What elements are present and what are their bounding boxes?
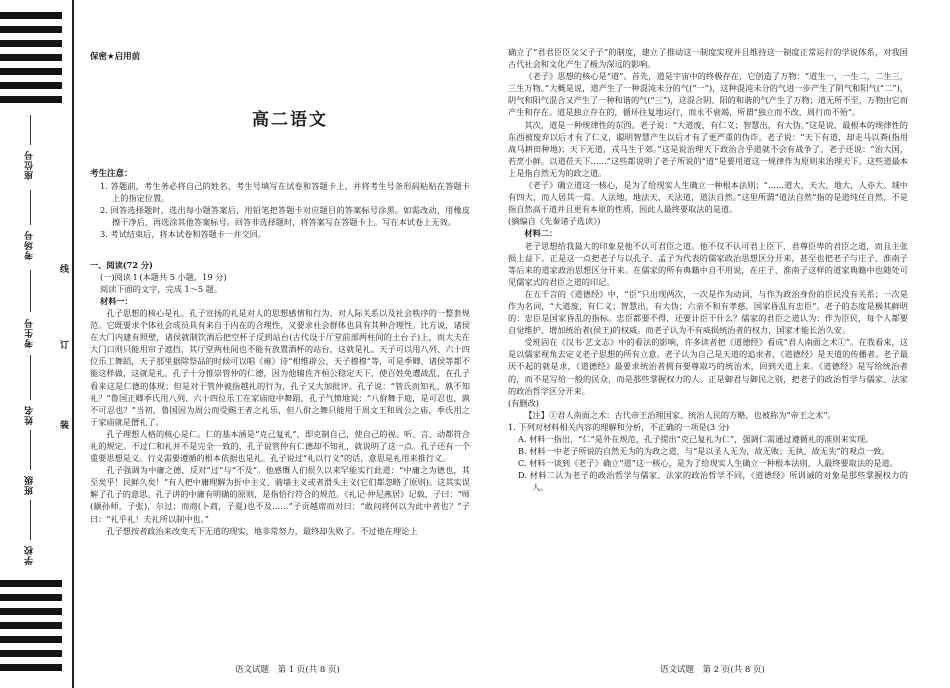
binding-stripe [0, 68, 62, 75]
seal-bind-char: 订 [60, 341, 70, 351]
subsection-heading: (一)阅读 I (本题共 5 小题，19 分) [100, 271, 227, 282]
fill-line [30, 430, 31, 470]
page-footer: 语文试题 第 1 页(共 8 页) [235, 665, 340, 675]
binding-stripe [0, 26, 62, 33]
binding-stripe [0, 608, 62, 615]
option-a: A. 材料一指出，“仁”是外在规范，孔子提出“克己复礼为仁”，强调仁需通过遵循礼的准则来实现。 [518, 434, 874, 444]
fill-line [30, 190, 31, 225]
paragraph: 老子思想给我最大的印象是他不认可君臣之道。他不仅不认可君上臣下、君尊臣卑的君臣之道，而且主张损上益下。正是这一点把老子与以孔子、孟子为代表的儒家政治思想区分开来，甚至也把老子与庄子、淮南子等后来的道家政治思想区分开来。在儒家的所有典籍中自不用说，在庄子、淮南子这样的道家典籍中也随处可见儒家式的君臣之道的印记。 [508, 240, 908, 287]
paragraph: 孔子理想人格的核心是仁。仁的基本涵是“克己复礼”，即克制自己，使自己的视、听、言、动都符合礼的规定。不过仁和礼并不是完全一致的，孔子说管仲有仁德却不知礼，就说明了这一点。孔子还有一个重要思想是义。行义需要遵循的根本依据也是礼。孔子说过“礼以行义”的话，意思是礼用来推行义。 [90, 428, 470, 464]
paragraph: 确立了“君君臣臣父父子子”的制度，建立了推动这一制度实现并且维持这一制度正常运行的学说体系，对我国古代社会和文化产生了极为深远的影响。 [508, 47, 908, 70]
fill-line [30, 270, 31, 312]
paragraph: 孔子思想的核心是礼。孔子宣扬的礼是对人的思想感情和行为、对人际关系以及社会秩序的一整套规范。它既要求个体社会成员具有来自于内在的合理性，又要求社会群体也具有其种合理性。比方说，诸侯在大门内建有照壁，诸侯就制饮酒后把空杯子反到站台(古代设于厅堂前部两柱间的土台子)上，而大夫在大门口则只能用帘子遮挡，其厅堂两柱间也不能有放置酒杯的站台，这就是礼。天子可以用八列、六十四位乐工舞蹈，天子那里据除祭品的时候可以唱《雍》诗“相维辟公，天子穆穆”等，可是季卿、诸侯等都不能这样做，这就是礼。孔子十分推崇管仲的仁德，因为他辅佐齐桓公稳定天下，使百姓免遭战乱，在孔子看来这是仁德的体现；但是对于管仲被指越礼的行为，孔子又大加批评。孔子说：“管氏而知礼，孰不知礼？”鲁国正卿季氏用八列、六十四位乐工在家庙庭中舞蹈，孔子气愤地说：“八佾舞于庭，是可忍也，孰不可忍也？”当初，鲁国因为周公而受赐王者之礼乐，但八佾之舞只能用于周文王和周公之庙，季氏用之于家庙就是僭礼了。 [90, 307, 470, 427]
binding-stripe [0, 96, 62, 103]
page-footer: 语文试题 第 2 页(共 8 页) [660, 665, 765, 675]
binding-stripe [0, 650, 62, 657]
binding-stripe [0, 664, 62, 671]
paragraph: 其次，道是一种规律性的东西。老子说：“大道废，有仁义；智慧出，有大伪。”这是说，最根本的规律性的东西被废弃以后才有了仁义，聪明智慧产生以后才有了更严重的伪诈。老子说：“天下有道，却走马以粪(指用战马耕田种地)；天下无道，戎马生于郊。”这是说治理天下政治合乎道就不会有战争了。老子还说：“治大国，若烹小鲜。以道莅天下……”这些都说明了老子所说的“道”是要用道这一规律作为原则来治理天下。这些道最本上是指自然无为的政之道。 [508, 119, 908, 178]
right-column [508, 46, 908, 493]
confidential-mark: 保密★启用前 [90, 52, 141, 62]
notice-item: 1. 答题前，考生务必将自己的姓名、考生号填写在试卷和答题卡上，并将考生号条形码粘贴在答题卡上的指定位置。 [100, 181, 470, 204]
binding-stripe [0, 636, 62, 643]
left-column [90, 168, 470, 537]
instruction: 阅读下面的文字，完成 1～5 题。 [100, 283, 223, 294]
question-stem: 1. 下列对材料相关内容的理解和分析，不正确的一项是(3 分) [508, 421, 730, 432]
notice-item: 3. 考试结束后，将本试卷和答题卡一并交回。 [100, 229, 266, 240]
fill-line [30, 500, 31, 540]
binding-stripe [0, 40, 62, 47]
source-citation: (有删改) [508, 397, 539, 408]
footnote: 【注】①君人南面之术：古代帝王治理国家、统治人民的方略，也被称为“帝王之术”。 [524, 409, 836, 420]
class-label: 班级 [25, 475, 35, 495]
source-citation: (摘编自《先秦诸子选读》) [508, 216, 601, 227]
binding-line [72, 0, 74, 688]
seal-pack-char: 装 [60, 421, 70, 431]
paragraph: 《老子》思想的核心是“道”。首先，道是宇宙中的终极存在，它创造了万物：“道生一，一生二，二生三，三生万物。”大概是说，道产生了一种混沌未分的气(“一”)，这种混沌未分的气进一步产生了阴气和阳气(“二”)，阴气和阳气混合又产生了一种和谐的气(“三”)，这混合阴、阳的和谐的气产生了万物；道无所不至，万物由它而产生和存在。道是独立存在的，循环往复地运行，而永不衰竭，所谓“独立而不改，周行而不殆”。 [508, 71, 908, 118]
binding-stripe [0, 82, 62, 89]
paragraph: 孔子想按者政治来改变天下无道的现实，地非常努力，最终却失败了。不过他在理论上 [106, 525, 418, 536]
material-one-heading: 材料一： [100, 295, 133, 306]
material-two-heading: 材料二： [524, 228, 558, 239]
binding-stripe [0, 594, 62, 601]
binding-stripe [0, 54, 62, 61]
page-title: 高二语文 [252, 110, 328, 130]
paragraph: 孔子强调为中庸之德，反对“过”与“不及”。他感慨人们很久以来罕能实行此道：“中庸之为德也，其至矣乎！民鲜久矣！”有人把中庸理解为折中主义、骑墙主义或者滑头主义(它们都忽略了原则)。这其实误解了孔子的意思。孔子讲的中庸有明确的原则，是指恰行符合的规范。《礼记·仲尼燕居》记载，子曰：“师(颛孙师，子张)，尔过；而商(卜商，子夏)也不及……”子贡越席而对曰：“敢问将何以为此中者也？”子曰：“礼乎礼！夫礼所以制中也。” [90, 465, 470, 524]
fill-line [30, 115, 31, 145]
section-heading: 一、阅读(72 分) [90, 259, 153, 270]
name-label: 姓名 [25, 405, 35, 425]
binding-stripe [0, 12, 62, 19]
option-d: D. 材料二认为老子的政治哲学与儒家、法家的政治哲学不同，《道德经》所训诫的对象是那些掌握权力的人。 [518, 470, 908, 493]
exam-room-label: 考场号 [25, 230, 35, 260]
paragraph: 受班固在《汉书·艺文志》中的看法的影响，许多读者把《道德经》看成“君人南面之术①”。在我看来，这是以儒家视角去定义老子思想的所有立意。老子认为自己是天道的追求者，《道德经》是天道的传播者。老子最厌不起的就是求，《道德经》最要求统治者拥有要尊取巧的统治术，回到天道上来。《道德经》是写给统治者的，而不是写给一般的民众，而是那些掌握权力的人。正是御君与御民之别，把老子的政治哲学与儒家、法家的政治哲学区分开来。 [508, 337, 908, 396]
seal-line-char: 线 [60, 265, 70, 275]
student-id-label: 考生号 [25, 318, 35, 348]
option-c: C. 材料一谈到《老子》确立“道”这一核心，是为了给现实人生确立一种根本法则，人最终要取法的是道。 [518, 458, 898, 469]
binding-stripe [0, 622, 62, 629]
fill-line [30, 355, 31, 400]
binding-stripe [0, 580, 62, 587]
paragraph: 《老子》确立道这一核心，是为了给现实人生确立一种根本法则；“……道大，天大，地大，人亦大。域中有四大，而人居其一焉。人法地，地法天，天法道，道法自然。”这里所谓“道法自然”指的是道纯任自然，不是指自然高于道并且更有本原的性质，因此人最终要取法的是道。 [508, 180, 908, 215]
notice-item: 2. 回答选择题时，选出每小题答案后，用铅笔把答题卡对应题目的答案标号涂黑。如需改动，用橡皮擦干净后，再选涂其他答案标号。回答非选择题时，将答案写在答题卡上。写在本试卷上无效。 [100, 205, 470, 228]
option-b: B. 材料一中老子所说的自然无为的为政之道，与“是以圣人无为，故无败；无执，故无失”的观点一致。 [518, 446, 890, 457]
paragraph: 在五千言的《道德经》中，“臣”只出现两次，一次是作为动词，与作为政治身份的臣民没有关系；一次是作为名词，“大道废，有仁义；智慧出，有大伪；六亲不和有孝慈，国家昏乱有忠臣”。老子的态度是极其鲜明的：忠臣是国家昏乱的指标。忠臣都要不得，还要计臣干什么？儒家的君臣之道认为：作为臣民，每个人都要自觉维护、增加统治者(侯王)的权威。而老子认为不有威损统治者的权力，国家才能长治久安。 [508, 288, 908, 336]
seat-number-label: 座位号 [25, 150, 35, 180]
notice-heading: 考生注意： [90, 169, 133, 179]
school-label: 学校 [25, 545, 35, 565]
binding-margin [0, 0, 78, 688]
